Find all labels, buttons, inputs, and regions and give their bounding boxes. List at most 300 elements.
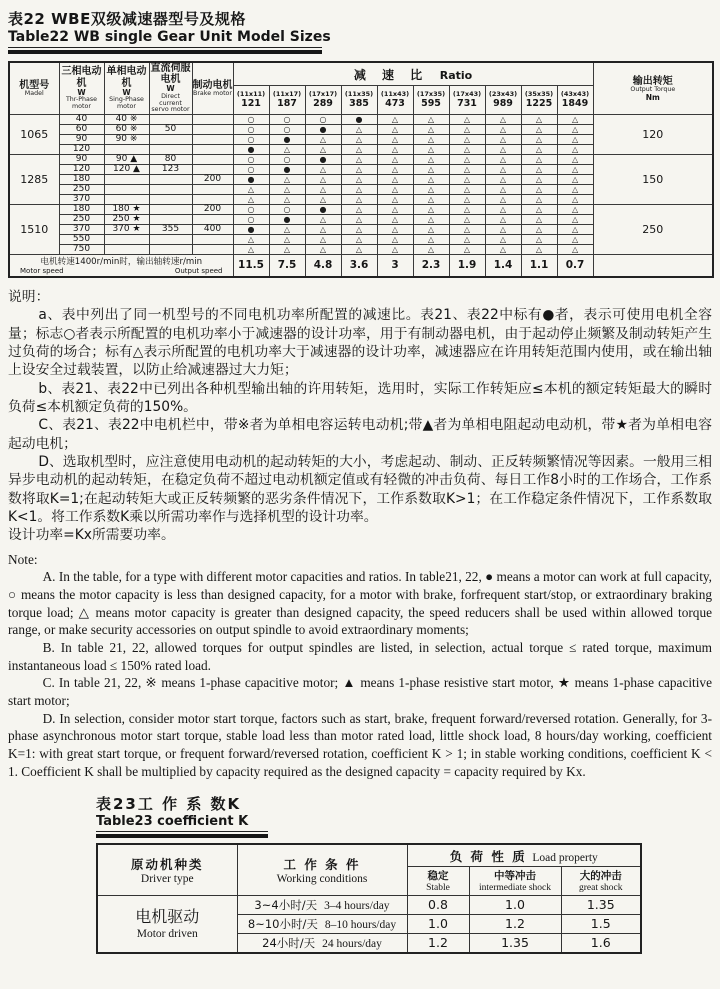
single-phase-power: [104, 195, 149, 205]
intermediate-shock-zh: 中等冲击: [494, 870, 536, 883]
single-phase-power: 180 ★: [104, 205, 149, 215]
ratio-value: 731: [457, 98, 477, 110]
condition-cell: [237, 895, 407, 914]
ratio-mark: △: [485, 195, 521, 205]
brake-power: [192, 215, 233, 225]
ratio-band-zh: 减 速 比: [353, 68, 429, 83]
dc-servo-power: [149, 115, 192, 125]
col-header-dc-servo: [149, 62, 192, 115]
ratio-mark: △: [413, 225, 449, 235]
working-conditions-zh: 工 作 条 件: [283, 857, 361, 873]
coefficient-value: 1.35: [469, 933, 561, 953]
dc-servo-power: 50: [149, 125, 192, 135]
ratio-mark: △: [449, 195, 485, 205]
ratio-mark: △: [305, 195, 341, 205]
ratio-mark: △: [485, 215, 521, 225]
col-driver-type: [97, 844, 237, 895]
ratio-mark: △: [341, 145, 377, 155]
brake-power: [192, 195, 233, 205]
ratio-mark: △: [449, 235, 485, 245]
col-dc-servo-unit: W: [166, 84, 175, 94]
ratio-pair: (35x35): [524, 89, 554, 98]
ratio-value: 473: [385, 98, 405, 110]
title-underline-bar: [8, 50, 322, 54]
output-torque: 150: [593, 155, 713, 205]
ratio-mark: △: [449, 245, 485, 255]
ratio-mark: △: [413, 185, 449, 195]
ratio-value: 121: [241, 98, 261, 110]
single-phase-power: [104, 145, 149, 155]
ratio-mark: △: [341, 235, 377, 245]
single-phase-power: 250 ★: [104, 215, 149, 225]
output-speed-value: 7.5: [269, 255, 305, 277]
ratio-mark: △: [377, 235, 413, 245]
speed-row: [9, 255, 713, 277]
output-speed-value: 4.8: [305, 255, 341, 277]
ratio-mark: ●: [269, 215, 305, 225]
table23-title-rule: [96, 831, 268, 832]
ratio-mark: △: [449, 205, 485, 215]
ratio-mark: ○: [233, 205, 269, 215]
ratio-mark: △: [521, 225, 557, 235]
dc-servo-power: [149, 145, 192, 155]
ratio-mark: ●: [341, 115, 377, 125]
note-en-a: A. In the table, for a type with different motor capacities and ratios. In table21, 22, ● means a motor can work at full capacity, ○ means the motor capacity is less than designed capacity, for a motor with brake, forfrequent start/stop, or extraordinary braking torque load; △ means motor capacity is greater than designed capacity, the speed reducers shall be used within allowed torque range, or make security accessories on output spindle to avoid extraordinary moments;: [8, 569, 712, 638]
ratio-mark: ●: [305, 205, 341, 215]
ratio-mark: △: [377, 185, 413, 195]
col-three-phase-en: Thr-Phase motor: [65, 96, 98, 110]
ratio-mark: △: [485, 135, 521, 145]
ratio-pair: (43x43): [560, 89, 590, 98]
load-property-zh: 负 荷 性 质: [449, 849, 527, 865]
coefficient-value: 0.8: [407, 895, 469, 914]
ratio-mark: ○: [233, 155, 269, 165]
ratio-mark: △: [413, 115, 449, 125]
col-model-zh: 机型号: [19, 79, 50, 91]
ratio-mark: △: [557, 155, 593, 165]
ratio-mark: △: [305, 165, 341, 175]
col-load-property: [407, 844, 641, 867]
ratio-mark: △: [557, 245, 593, 255]
col-header-ratio-band: [233, 62, 593, 85]
ratio-mark: ○: [269, 155, 305, 165]
single-phase-power: [104, 245, 149, 255]
ratio-mark: △: [521, 185, 557, 195]
output-torque: 120: [593, 115, 713, 155]
ratio-mark: △: [449, 175, 485, 185]
condition-cell: [237, 914, 407, 933]
ratio-col-2: [305, 85, 341, 115]
col-brake-en: Brake motor: [193, 89, 232, 97]
ratio-mark: △: [305, 245, 341, 255]
ratio-mark: △: [557, 115, 593, 125]
output-speed-value: 11.5: [233, 255, 269, 277]
col-single-phase-zh: 单相电动机: [106, 66, 147, 89]
ratio-mark: △: [341, 175, 377, 185]
ratio-mark: △: [413, 235, 449, 245]
ratio-mark: △: [449, 155, 485, 165]
ratio-mark: △: [521, 155, 557, 165]
driver-cell-en: Motor driven: [136, 927, 198, 940]
col-dc-servo-zh: 直流伺服电机: [150, 63, 191, 86]
col-header-model: [9, 62, 59, 115]
notes-zh-section: [8, 288, 712, 545]
ratio-mark: △: [233, 235, 269, 245]
col-three-phase-zh: 三相电动机: [61, 66, 102, 89]
ratio-mark: △: [521, 165, 557, 175]
ratio-col-5: [413, 85, 449, 115]
ratio-mark: △: [341, 225, 377, 235]
ratio-mark: △: [377, 115, 413, 125]
ratio-mark: △: [413, 215, 449, 225]
ratio-mark: △: [233, 185, 269, 195]
working-conditions-en: Working conditions: [276, 873, 368, 886]
ratio-mark: △: [269, 225, 305, 235]
ratio-mark: △: [521, 125, 557, 135]
ratio-mark: △: [557, 215, 593, 225]
ratio-value: 1849: [561, 98, 589, 110]
ratio-band-en: Ratio: [439, 69, 473, 83]
ratio-mark: △: [413, 205, 449, 215]
output-speed-label: Output speed: [174, 266, 223, 275]
three-phase-power: 180: [59, 205, 104, 215]
three-phase-power: 750: [59, 245, 104, 255]
ratio-mark: △: [557, 145, 593, 155]
dc-servo-power: 123: [149, 165, 192, 175]
col-single-phase-unit: W: [122, 87, 131, 97]
ratio-mark: ○: [269, 205, 305, 215]
output-speed-value: 3.6: [341, 255, 377, 277]
empty-cell: [593, 255, 713, 277]
ratio-value: 289: [313, 98, 333, 110]
condition-zh: 3~4小时/天: [254, 897, 318, 912]
title-rule: [8, 47, 322, 48]
ratio-mark: △: [449, 165, 485, 175]
ratio-value: 385: [349, 98, 369, 110]
notes-en-heading: Note:: [8, 551, 38, 567]
ratio-mark: ●: [269, 135, 305, 145]
ratio-mark: △: [485, 145, 521, 155]
col-single-phase-en: Sing-Phase motor: [109, 96, 144, 110]
dc-servo-power: [149, 175, 192, 185]
dc-servo-power: [149, 135, 192, 145]
col-header-single-phase: [104, 62, 149, 115]
condition-zh: 8~10小时/天: [247, 916, 318, 931]
col-working-conditions: [237, 844, 407, 895]
ratio-pair: (17x35): [416, 89, 446, 98]
ratio-col-1: [269, 85, 305, 115]
ratio-mark: △: [413, 245, 449, 255]
coefficient-value: 1.6: [561, 933, 641, 953]
note-zh-a: a、表中列出了同一机型号的不同电机功率所配置的减速比。表21、表22中标有●者，表示可使用电机全容量；标志○者表示所配置的电机功率小于减速器的设计功率，用于有制动器电机，由于起动停止频繁及制动转矩产生过负荷的场合；标有△表示所配置的电机功率大于减速器的设计功率，减速器应在许用转矩范围内使用，或在输出轴上设安全过载装置，以防止给减速器过大力矩；: [8, 307, 712, 379]
col-header-brake: [192, 62, 233, 115]
single-phase-power: [104, 185, 149, 195]
ratio-mark: △: [413, 155, 449, 165]
ratio-mark: △: [413, 175, 449, 185]
three-phase-power: 40: [59, 115, 104, 125]
stable-zh: 稳定: [427, 870, 449, 883]
ratio-mark: ○: [233, 215, 269, 225]
output-torque: 250: [593, 205, 713, 255]
ratio-pair: (11x17): [272, 89, 302, 98]
ratio-value: 187: [277, 98, 297, 110]
coefficient-value: 1.35: [561, 895, 641, 914]
single-phase-power: 40 ※: [104, 115, 149, 125]
model-number: 1065: [9, 115, 59, 155]
ratio-mark: △: [485, 125, 521, 135]
ratio-mark: ●: [233, 225, 269, 235]
ratio-mark: △: [557, 225, 593, 235]
note-en-c: C. In table 21, 22, ※ means 1-phase capacitive motor; ▲ means 1-phase resistive start motor, ★ means 1-phase capacitive start motor;: [8, 675, 712, 709]
table23-title-zh: 表23工 作 系 数K: [96, 795, 242, 814]
ratio-mark: △: [521, 135, 557, 145]
brake-power: [192, 245, 233, 255]
ratio-mark: △: [233, 195, 269, 205]
brake-power: 200: [192, 205, 233, 215]
condition-en: 8–10 hours/day: [324, 918, 397, 931]
brake-power: [192, 155, 233, 165]
table-row: [9, 155, 713, 165]
single-phase-power: [104, 175, 149, 185]
dc-servo-power: 80: [149, 155, 192, 165]
brake-power: [192, 145, 233, 155]
ratio-mark: △: [305, 175, 341, 185]
motor-speed-label: Motor speed: [20, 266, 64, 275]
ratio-mark: ●: [305, 155, 341, 165]
col-header-three-phase: [59, 62, 104, 115]
brake-power: 400: [192, 225, 233, 235]
ratio-col-8: [521, 85, 557, 115]
great-shock-zh: 大的冲击: [579, 870, 622, 883]
ratio-mark: △: [449, 185, 485, 195]
three-phase-power: 120: [59, 145, 104, 155]
t23-row-1: [97, 895, 641, 914]
ratio-mark: △: [521, 235, 557, 245]
ratio-mark: △: [341, 135, 377, 145]
col-great-shock: [561, 867, 641, 895]
ratio-mark: △: [377, 245, 413, 255]
ratio-value: 595: [421, 98, 441, 110]
ratio-mark: △: [269, 145, 305, 155]
ratio-mark: △: [413, 165, 449, 175]
ratio-mark: △: [269, 185, 305, 195]
brake-power: [192, 235, 233, 245]
ratio-mark: △: [269, 235, 305, 245]
ratio-pair: (11x11): [236, 89, 266, 98]
ratio-mark: △: [485, 115, 521, 125]
ratio-mark: △: [269, 245, 305, 255]
coefficient-value: 1.5: [561, 914, 641, 933]
ratio-mark: △: [377, 155, 413, 165]
page-title-block: [8, 8, 712, 54]
col-stable: [407, 867, 469, 895]
ratio-value: 1225: [525, 98, 553, 110]
brake-power: 200: [192, 175, 233, 185]
table23-title-block: [96, 793, 712, 838]
dc-servo-power: 355: [149, 225, 192, 235]
ratio-mark: △: [377, 225, 413, 235]
single-phase-power: 90 ▲: [104, 155, 149, 165]
ratio-mark: △: [521, 145, 557, 155]
page-title-zh: 表22 WBE双级减速器型号及规格: [8, 10, 246, 28]
col-torque-en: Output Torque: [630, 85, 676, 93]
col-header-torque: [593, 62, 713, 115]
brake-power: [192, 135, 233, 145]
dc-servo-power: [149, 245, 192, 255]
ratio-mark: △: [305, 185, 341, 195]
note-zh-d: D、选取机型时，应注意使用电动机的起动转矩的大小，考虑起动、制动、正反转频繁情况等因素。一般用三相异步电动机的起动转矩，在稳定负荷不超过电动机额定值或有轻微的冲击负荷、每日工作8小时的工作场合，工作系数将取K=1;在起动转矩大或正反转频繁的恶劣条件情况下，工作系数取K>1；在工作稳定条件情况下，工作系数取K<1。将工作系数K乘以所需功率作与选择机型的设计功率。: [8, 453, 712, 526]
ratio-pair: (11x43): [380, 89, 410, 98]
table22-model-sizes: [8, 61, 714, 278]
three-phase-power: 90: [59, 135, 104, 145]
ratio-col-6: [449, 85, 485, 115]
ratio-mark: △: [341, 205, 377, 215]
output-speed-value: 1.4: [485, 255, 521, 277]
dc-servo-power: [149, 235, 192, 245]
ratio-mark: △: [341, 195, 377, 205]
ratio-mark: △: [377, 145, 413, 155]
ratio-mark: ○: [233, 125, 269, 135]
note-zh-c: C、表21、表22中电机栏中，带※者为单相电容运转电动机;带▲者为单相电阻起动电动机，带★者为单相电容起动电机；: [8, 417, 712, 452]
ratio-mark: ●: [233, 145, 269, 155]
brake-power: [192, 115, 233, 125]
ratio-mark: △: [341, 245, 377, 255]
ratio-col-3: [341, 85, 377, 115]
ratio-mark: △: [305, 145, 341, 155]
dc-servo-power: [149, 205, 192, 215]
notes-en-section: [8, 551, 712, 781]
dc-servo-power: [149, 185, 192, 195]
output-speed-value: 3: [377, 255, 413, 277]
driver-type-zh: 原动机种类: [130, 857, 204, 873]
ratio-mark: ○: [305, 115, 341, 125]
ratio-mark: △: [485, 165, 521, 175]
col-three-phase-unit: W: [77, 87, 86, 97]
ratio-mark: △: [305, 225, 341, 235]
ratio-mark: △: [485, 175, 521, 185]
brake-power: [192, 125, 233, 135]
ratio-mark: △: [377, 205, 413, 215]
note-zh-b: b、表21、表22中已列出各种机型输出轴的许用转矩，选用时，实际工作转矩应≤本机的额定转矩最大的瞬时负荷≤本机额定负荷的150%。: [8, 380, 712, 415]
ratio-mark: ○: [233, 135, 269, 145]
ratio-col-4: [377, 85, 413, 115]
driver-cell: [97, 895, 237, 953]
ratio-col-9: [557, 85, 593, 115]
ratio-mark: △: [269, 175, 305, 185]
ratio-mark: △: [341, 165, 377, 175]
table23-title-underline-bar: [96, 834, 268, 838]
load-property-en: Load property: [532, 852, 598, 865]
ratio-mark: △: [485, 225, 521, 235]
ratio-mark: △: [341, 215, 377, 225]
ratio-mark: △: [377, 165, 413, 175]
ratio-pair: (17x43): [452, 89, 482, 98]
output-speed-value: 2.3: [413, 255, 449, 277]
col-model-en: Madel: [24, 89, 44, 97]
note-en-b: B. In table 21, 22, allowed torques for output spindles are listed, in selection, actual torque ≤ rated torque, maximum instantaneous load ≤ 150% rated load.: [8, 640, 712, 673]
three-phase-power: 370: [59, 225, 104, 235]
table23-coefficient-k: [96, 843, 642, 953]
notes-zh-heading: 说明：: [8, 288, 50, 305]
col-torque-unit: Nm: [645, 92, 660, 102]
ratio-pair: (17x17): [308, 89, 338, 98]
dc-servo-power: [149, 195, 192, 205]
output-speed-value: 1.1: [521, 255, 557, 277]
condition-en: 3–4 hours/day: [324, 899, 390, 912]
note-en-d: D. In selection, consider motor start torque, factors such as start, brake, frequent forward/reversed rotation. Generally, for 3-phase asynchronous motor start torque, stable load less than motor rated load, little shock load, 8 hours/day working, coefficient K=1: with great start torque, or frequent forward/reversed rotation, coefficient K > 1; in stable working conditions, coefficient K < 1. Coefficient K shall be multiplied by capacity required as the designed capacity = capacity required by Kx.: [8, 710, 712, 779]
ratio-mark: △: [233, 245, 269, 255]
ratio-mark: △: [305, 235, 341, 245]
output-speed-value: 0.7: [557, 255, 593, 277]
great-shock-en: great shock: [578, 883, 623, 894]
ratio-mark: △: [521, 175, 557, 185]
ratio-mark: ●: [305, 125, 341, 135]
stable-en: Stable: [426, 883, 450, 894]
ratio-mark: △: [557, 175, 593, 185]
col-dc-servo-en: Direct current servo motor: [151, 92, 190, 114]
ratio-mark: △: [449, 215, 485, 225]
ratio-mark: △: [413, 195, 449, 205]
ratio-mark: △: [485, 155, 521, 165]
table-row: [9, 205, 713, 215]
ratio-mark: △: [341, 125, 377, 135]
ratio-mark: △: [557, 165, 593, 175]
three-phase-power: 250: [59, 215, 104, 225]
ratio-mark: △: [305, 135, 341, 145]
dc-servo-power: [149, 215, 192, 225]
col-brake-zh: 制动电机: [192, 79, 233, 91]
ratio-mark: △: [449, 225, 485, 235]
table23-title-en: Table23 coefficient K: [96, 814, 249, 830]
ratio-mark: △: [377, 135, 413, 145]
driver-type-en: Driver type: [140, 873, 194, 886]
ratio-col-0: [233, 85, 269, 115]
ratio-pair: (23x43): [488, 89, 518, 98]
three-phase-power: 550: [59, 235, 104, 245]
ratio-col-7: [485, 85, 521, 115]
ratio-mark: △: [521, 215, 557, 225]
brake-power: [192, 185, 233, 195]
t23-header-row-1: [97, 844, 641, 867]
speed-label-cell: [9, 255, 233, 277]
ratio-mark: ●: [269, 165, 305, 175]
single-phase-power: 120 ▲: [104, 165, 149, 175]
ratio-mark: △: [557, 195, 593, 205]
ratio-mark: △: [557, 235, 593, 245]
ratio-mark: △: [413, 135, 449, 145]
ratio-mark: △: [521, 115, 557, 125]
ratio-value: 989: [493, 98, 513, 110]
speed-label-zh: 电机转速1400r/min时，输出轴转速r/min: [40, 256, 203, 267]
output-speed-value: 1.9: [449, 255, 485, 277]
ratio-mark: △: [413, 125, 449, 135]
ratio-mark: △: [449, 115, 485, 125]
ratio-mark: △: [449, 135, 485, 145]
condition-en: 24 hours/day: [322, 937, 382, 950]
three-phase-power: 370: [59, 195, 104, 205]
ratio-mark: ●: [233, 175, 269, 185]
ratio-mark: △: [485, 185, 521, 195]
three-phase-power: 120: [59, 165, 104, 175]
ratio-mark: △: [557, 125, 593, 135]
driver-cell-zh: 电机驱动: [135, 906, 200, 926]
ratio-mark: △: [377, 175, 413, 185]
speed-label-en: [14, 268, 229, 275]
ratio-mark: △: [377, 195, 413, 205]
single-phase-power: [104, 235, 149, 245]
ratio-mark: △: [341, 155, 377, 165]
coefficient-value: 1.2: [407, 933, 469, 953]
